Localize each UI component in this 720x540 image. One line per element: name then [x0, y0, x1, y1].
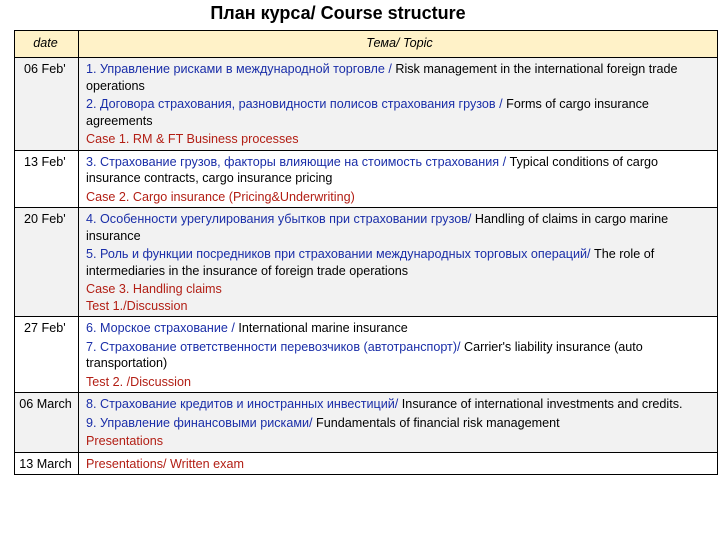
- topic-item: [86, 415, 713, 432]
- topic-item: [86, 61, 713, 94]
- presentations-note: Presentations: [86, 434, 164, 448]
- row-topic: [79, 208, 718, 317]
- topic-item-ru: 2. Договора страхования, разновидности полисов страхования грузов /: [86, 97, 503, 111]
- table-row: [15, 208, 718, 317]
- topic-item-ru: 9. Управление финансовыми рисками/: [86, 415, 313, 430]
- exam-note: Presentations/ Written exam: [86, 456, 244, 471]
- table-header-row: [15, 31, 718, 58]
- topic-item-en: Handling of claims in cargo marine insurance: [86, 212, 669, 243]
- case-note: Case 1. RM & FT Business processes: [86, 132, 299, 146]
- topic-item: [86, 154, 713, 187]
- row-date: 13 March: [15, 452, 79, 475]
- row-date: 06 Feb': [15, 58, 79, 151]
- table-row: [15, 150, 718, 208]
- topic-item-ru: 5. Роль и функции посредников при страховании международных торговых операций/: [86, 247, 591, 261]
- row-date: 13 Feb': [15, 150, 79, 208]
- row-date: 27 Feb': [15, 317, 79, 393]
- topic-item-en: Fundamentals of financial risk management: [312, 415, 560, 430]
- topic-item-en: The role of intermediaries in the insurance of foreign trade operations: [86, 247, 655, 278]
- topic-item: [86, 96, 713, 129]
- table-row: [15, 393, 718, 453]
- topic-item-en: Insurance of international investments and credits.: [398, 397, 683, 411]
- row-topic: [79, 317, 718, 393]
- test-note: Test 2. /Discussion: [86, 374, 191, 389]
- row-date: 06 March: [15, 393, 79, 453]
- page-title: План курса/ Course structure: [210, 3, 466, 23]
- row-date: 20 Feb': [15, 208, 79, 317]
- topic-item-en: Forms of cargo insurance agreements: [86, 97, 649, 128]
- table-row: [15, 452, 718, 475]
- row-topic: [79, 58, 718, 151]
- topic-item-ru: 4. Особенности урегулирования убытков при страховании грузов/: [86, 212, 472, 226]
- header-topic: Тема/ Topic: [79, 31, 718, 58]
- test-note: Test 1./Discussion: [86, 298, 188, 313]
- row-topic: [79, 452, 718, 475]
- topic-item-en: International marine insurance: [234, 321, 408, 335]
- course-table: [14, 30, 718, 475]
- table-row: [15, 58, 718, 151]
- topic-item-ru: 1. Управление рисками в международной торговле /: [86, 62, 392, 76]
- topic-item: [86, 246, 713, 279]
- row-topic: [79, 150, 718, 208]
- topic-item: [86, 396, 713, 413]
- case-note: Case 3. Handling claims: [86, 282, 222, 296]
- topic-item-en: Carrier's liability insurance (auto transportation): [86, 339, 643, 370]
- topic-item: [86, 320, 713, 337]
- case-note: Case 2. Cargo insurance (Pricing&Underwriting): [86, 189, 355, 204]
- topic-item: [86, 339, 713, 372]
- topic-item-ru: 3. Страхование грузов, факторы влияющие на стоимость страхования /: [86, 154, 507, 169]
- table-row: [15, 317, 718, 393]
- topic-item-ru: 6. Морское страхование /: [86, 321, 235, 335]
- row-topic: [79, 393, 718, 453]
- topic-item-en: Risk management in the international foreign trade operations: [86, 62, 678, 93]
- header-date: date: [15, 31, 79, 58]
- topic-item-en: Typical conditions of cargo insurance contracts, cargo insurance pricing: [86, 154, 659, 185]
- topic-item-ru: 8. Страхование кредитов и иностранных инвестиций/: [86, 397, 399, 411]
- topic-item-ru: 7. Страхование ответственности перевозчиков (автотранспорт)/: [86, 339, 461, 354]
- topic-item: [86, 211, 713, 244]
